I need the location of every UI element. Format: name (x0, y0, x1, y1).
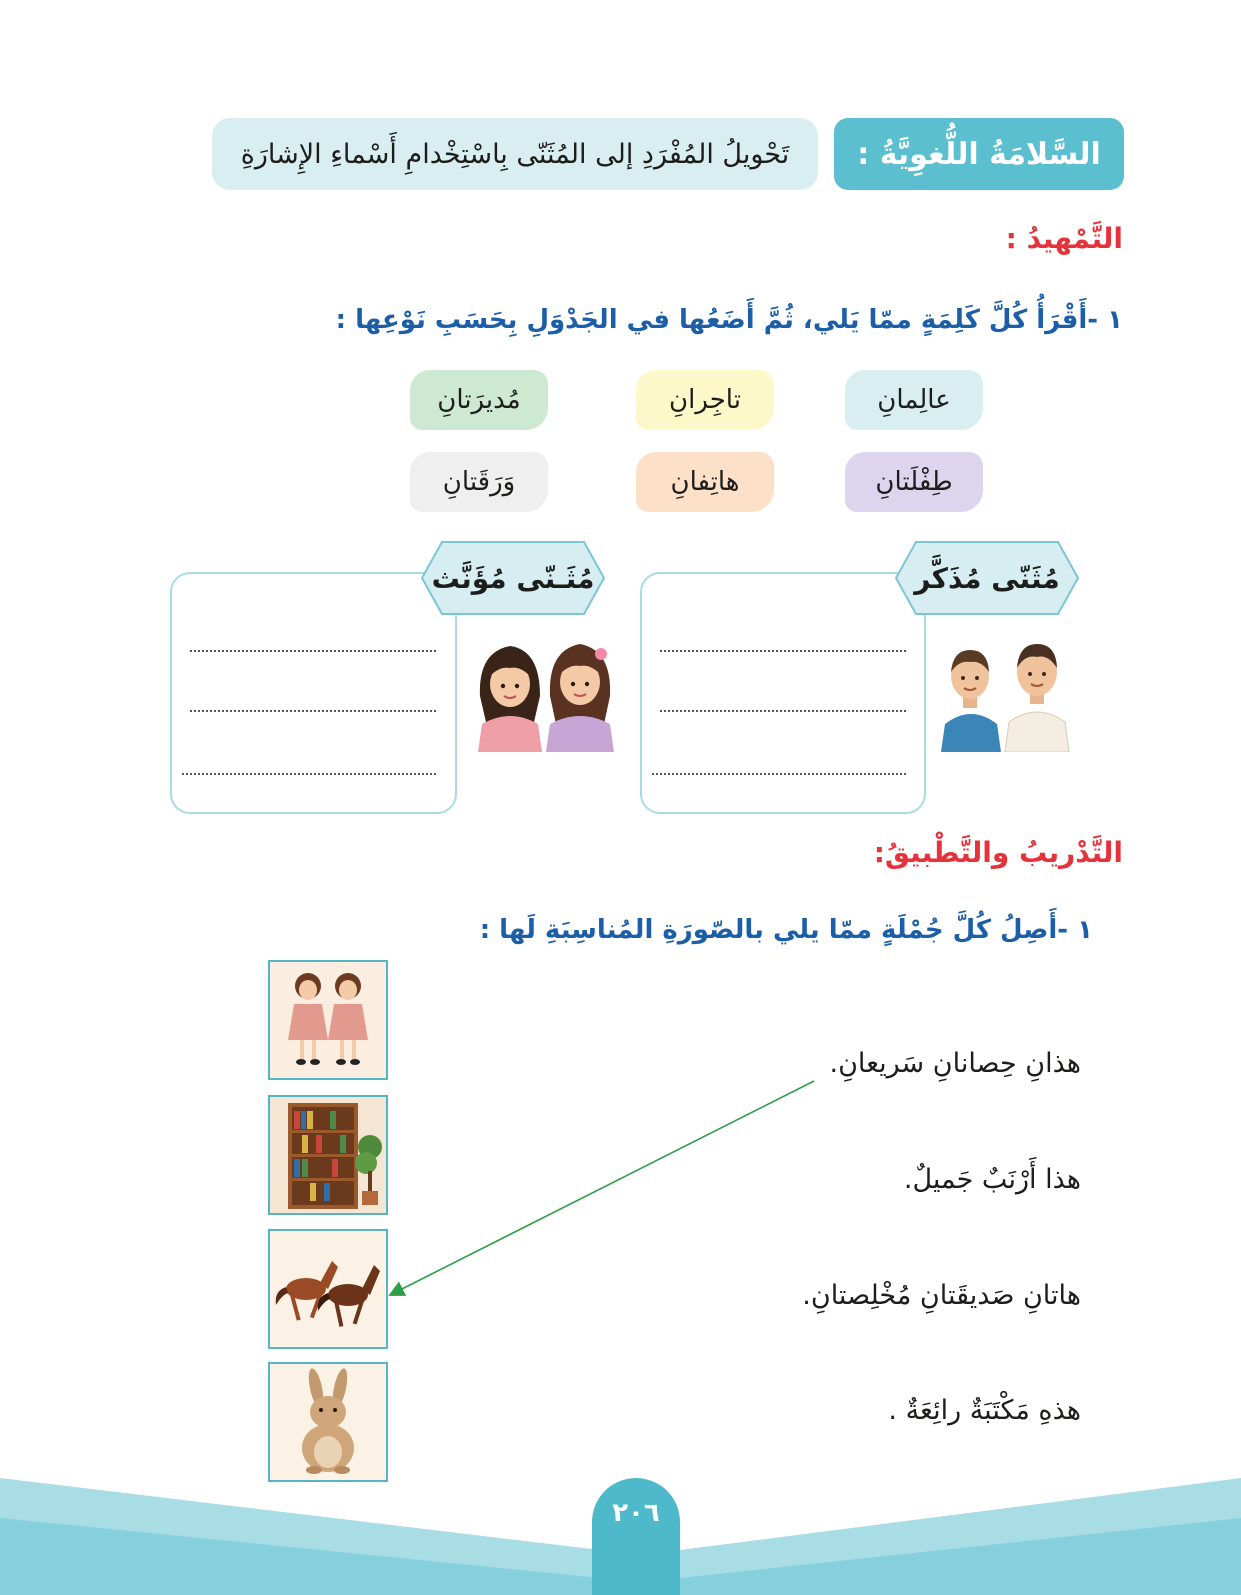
connection-line (380, 1075, 840, 1315)
page-number: ٢٠٦ (592, 1478, 680, 1595)
word-chip: تاجِرانِ (636, 370, 774, 430)
word-chip: طِفْلَتانِ (845, 452, 983, 512)
sentence-item[interactable]: هذا أَرْنَبٌ جَميلٌ. (903, 1164, 1081, 1195)
two-girls-picture (474, 632, 616, 752)
twin-girls-picture[interactable] (268, 960, 388, 1080)
section-label: السَّلامَةُ اللُّغوِيَّةُ : (834, 118, 1124, 190)
masculine-label: مُثَنّى مُذَكَّر (914, 561, 1060, 595)
feminine-label: مُثَـنّى مُؤَنَّث (431, 561, 595, 595)
practice-question: ١ -أَصِلُ كُلَّ جُمْلَةٍ ممّا يلي بالصّورَةِ المُناسِبَةِ لَها : (479, 915, 1093, 945)
answer-line[interactable] (182, 773, 436, 775)
answer-line[interactable] (190, 710, 436, 712)
answer-line[interactable] (660, 650, 906, 652)
bookcase-icon (270, 1097, 386, 1213)
feminine-answer-box (170, 572, 457, 814)
answer-line[interactable] (660, 710, 906, 712)
answer-line[interactable] (190, 650, 436, 652)
word-chip: هاتِفانِ (636, 452, 774, 512)
masculine-answer-box (640, 572, 926, 814)
intro-question: ١ -أَقْرَأُ كُلَّ كَلِمَةٍ ممّا يَلي، ثُمَّ أَضَعُها في الجَدْوَلِ بِحَسَبِ نَوْعِها : (335, 305, 1123, 335)
horses-icon (270, 1231, 386, 1347)
rabbit-picture[interactable] (268, 1362, 388, 1482)
intro-heading: التَّمْهيدُ : (1005, 222, 1123, 255)
twin-girls-icon (270, 962, 386, 1078)
sentence-item[interactable]: هاتانِ صَديقَتانِ مُخْلِصتانِ. (802, 1280, 1081, 1311)
topic-title: تَحْويلُ المُفْرَدِ إلى المُثَنّى بِاسْتِخْدامِ أَسْماءِ الإِشارَةِ (212, 118, 818, 190)
word-chip: عالِمانِ (845, 370, 983, 430)
bookcase-picture[interactable] (268, 1095, 388, 1215)
practice-heading: التَّدْريبُ والتَّطْبيقُ: (873, 836, 1123, 869)
answer-line[interactable] (652, 773, 906, 775)
sentence-item[interactable]: هذانِ حِصانانِ سَريعانِ. (829, 1048, 1081, 1079)
rabbit-icon (270, 1364, 386, 1480)
word-chip: وَرَقَتانِ (410, 452, 548, 512)
sentence-item[interactable]: هذهِ مَكْتَبَةٌ رائِعَةٌ . (888, 1395, 1081, 1426)
two-boys-picture (935, 632, 1073, 752)
two-horses-picture[interactable] (268, 1229, 388, 1349)
word-chip: مُديرَتانِ (410, 370, 548, 430)
